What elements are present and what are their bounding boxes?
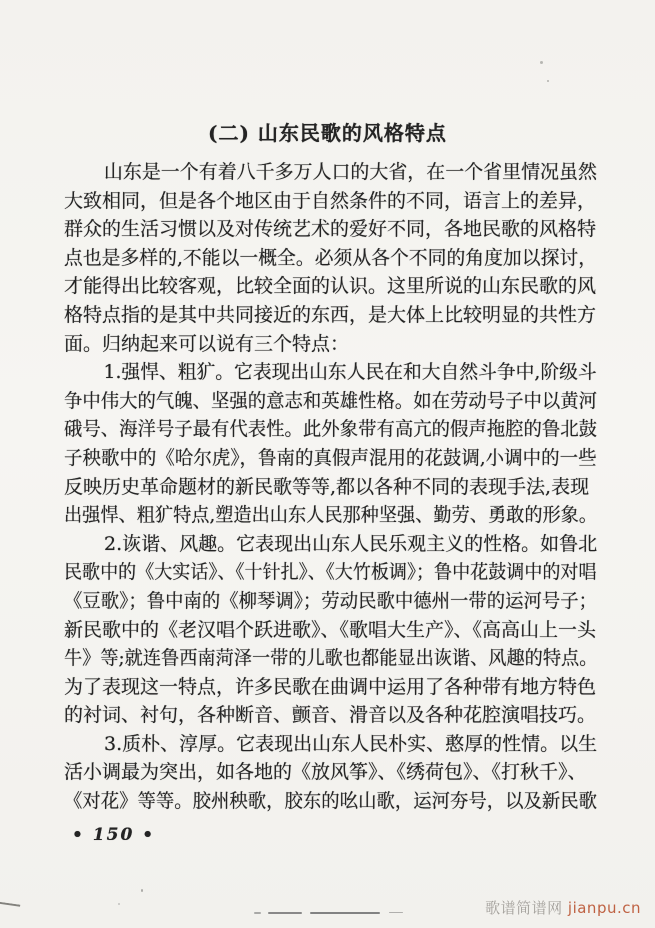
text-line: 群众的生活习惯以及对传统艺术的爱好不同，各地民歌的风格特 — [64, 218, 597, 241]
text-line: 牛》等;就连鲁西南菏泽一带的儿歌也都能显出诙谐、风趣的特点。 — [64, 647, 598, 670]
text-line: 《对花》等等。胶州秧歌，胶东的吆山歌，运河夯号，以及新民歌 — [64, 790, 598, 813]
text-line: 才能得出比较客观，比较全面的认识。这里所说的山东民歌的风 — [64, 275, 597, 298]
scan-edge-mark — [0, 901, 20, 912]
text-line: 1.强悍、粗犷。它表现出山东人民在和大自然斗争中,阶级斗 — [103, 361, 597, 384]
text-line: 反映历史革命题材的新民歌等等,都以各种不同的表现手法,表现 — [64, 475, 590, 498]
watermark-site-name: 歌谱简谱网 — [485, 899, 563, 917]
text-line: 新民歌中的《老汉唱个跃进歌》、《歌唱大生产》、《高高山上一头 — [64, 618, 597, 641]
section-heading: (二) 山东民歌的风格特点 — [208, 121, 447, 145]
text-line: 的衬词、衬句，各种断音、颤音、滑音以及各种花腔演唱技巧。 — [64, 704, 597, 727]
text-line: 民歌中的《大实话》、《十针扎》、《大竹板调》；鲁中花鼓调中的对唱 — [64, 561, 597, 584]
footer-rule — [254, 911, 406, 914]
text-line: 点也是多样的,不能以一概全。必须从各个不同的角度加以探讨， — [64, 246, 598, 269]
text-line: 为了表现这一特点，许多民歌在曲调中运用了各种带有地方特色 — [64, 675, 597, 698]
text-line: 2.诙谐、风趣。它表现出山东人民乐观主义的性格。如鲁北 — [104, 532, 598, 555]
scan-speck — [118, 903, 120, 905]
text-line: 面。归纳起来可以说有三个特点： — [64, 332, 350, 355]
text-line: 山东是一个有着八千多万人口的大省，在一个省里情况虽然 — [103, 161, 597, 183]
scan-speck — [540, 61, 543, 64]
text-line: 《豆歌》；鲁中南的《柳琴调》；劳动民歌中德州一带的运河号子； — [64, 589, 598, 612]
text-line: 争中伟大的气魄、坚强的意志和英雄性格。如在劳动号子中以黄河 — [64, 389, 598, 412]
text-line: 3.质朴、淳厚。它表现出山东人民朴实、憨厚的性情。以生 — [104, 732, 598, 755]
page-number: • 150 • — [72, 825, 156, 845]
text-line: 硪号、海洋号子最有代表性。此外象带有高亢的假声拖腔的鲁北鼓 — [64, 418, 598, 441]
text-line: 大致相同，但是各个地区由于自然条件的不同，语言上的差异， — [64, 189, 597, 212]
watermark — [485, 897, 641, 918]
scan-speck — [141, 889, 143, 892]
text-line: 格特点指的是其中共同接近的东西，是大体上比较明显的共性方 — [64, 303, 597, 326]
body-text — [64, 158, 597, 816]
text-line: 子秧歌中的《哈尔虎》，鲁南的真假声混用的花鼓调,小调中的一些 — [64, 446, 597, 469]
text-line: 出强悍、粗犷特点,塑造出山东人民那种坚强、勤劳、勇敢的形象。 — [64, 504, 598, 527]
text-line: 活小调最为突出，如各地的《放风筝》、《绣荷包》、《打秋千》、 — [64, 761, 587, 784]
scan-speck — [547, 80, 549, 82]
watermark-site-url: jianpu.cn — [567, 899, 641, 917]
